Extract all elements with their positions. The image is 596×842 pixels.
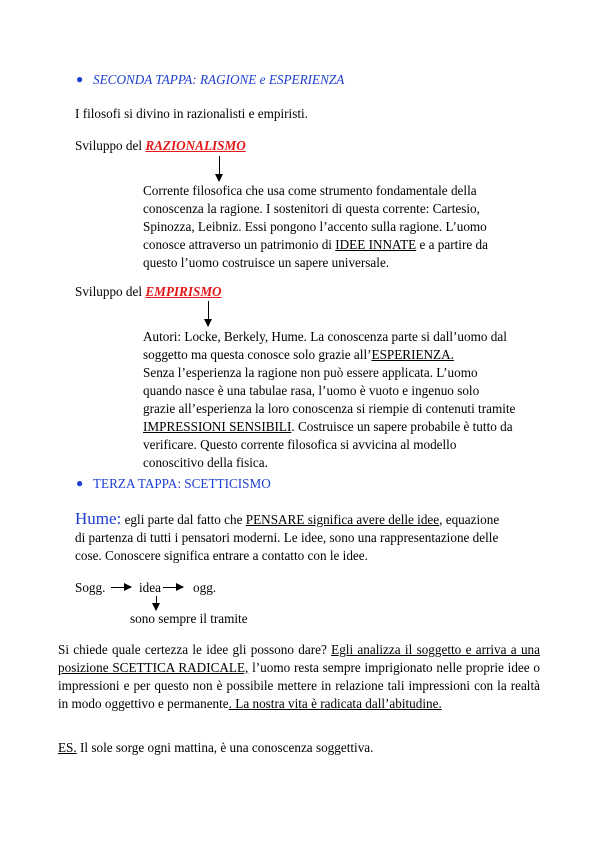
text-line bbox=[143, 236, 523, 254]
empiricism-description bbox=[143, 328, 543, 472]
right-arrow-icon bbox=[163, 587, 183, 588]
text-line: conoscitivo della fisica. bbox=[143, 455, 268, 470]
habit-phrase: . La nostra vita è radicata dall’abitudine. bbox=[228, 696, 442, 711]
text-span: egli parte dal fatto che bbox=[121, 512, 246, 527]
text-span: e a partire da bbox=[416, 237, 488, 252]
text-span: Si chiede quale certezza le idee gli possono dare? bbox=[58, 642, 332, 657]
diagram-subject: Sogg. bbox=[75, 580, 106, 595]
text-line: Corrente filosofica che usa come strumento fondamentale della bbox=[143, 183, 477, 198]
text-span: . Costruisce un sapere probabile è tutto da bbox=[291, 419, 513, 434]
empiricism-prefix: Sviluppo del bbox=[75, 284, 146, 299]
text-line: quando nasce è una tabulae rasa, l’uomo è vuoto e ingenuo solo bbox=[143, 383, 480, 398]
text-line: verificare. Questo corrente filosofica si avvicina al modello bbox=[143, 437, 457, 452]
text-line: conoscenza la ragione. I sostenitori di questa corrente: Cartesio, bbox=[143, 201, 480, 216]
down-arrow-icon bbox=[156, 596, 157, 610]
right-arrow-icon bbox=[111, 587, 131, 588]
text-line: Autori: Locke, Berkely, Hume. La conoscenza parte si dall’uomo dal bbox=[143, 329, 507, 344]
text-span: soggetto ma questa conosce solo grazie all’ bbox=[143, 347, 372, 362]
scepticism-paragraph bbox=[58, 641, 540, 713]
down-arrow-icon bbox=[219, 156, 220, 181]
empiricism-term: EMPIRISMO bbox=[145, 284, 222, 299]
hume-line-3: cose. Conoscere significa entrare a contatto con le idee. bbox=[75, 548, 368, 563]
text-line bbox=[143, 346, 543, 364]
sceptical-position-phrase: Egli analizza il soggetto e arriva a una posizione SCETTICA RADICALE, bbox=[58, 642, 540, 675]
hume-line-2: di partenza di tutti i pensatori moderni. Le idee, sono una rappresentazione delle bbox=[75, 530, 499, 545]
impressioni-sensibili-term: IMPRESSIONI SENSIBILI bbox=[143, 419, 292, 434]
example-label: ES. bbox=[58, 740, 77, 755]
hume-name: Hume: bbox=[75, 509, 122, 528]
text-span: conosce attraverso un patrimonio di bbox=[143, 237, 336, 252]
rationalism-description bbox=[143, 182, 523, 272]
section2-title: SECONDA TAPPA: RAGIONE e ESPERIENZA bbox=[93, 72, 345, 87]
text-line: Spinozza, Leibniz. Essi pongono l’accento sulla ragione. L’uomo bbox=[143, 219, 487, 234]
text-span: , equazione bbox=[439, 512, 500, 527]
diagram-note: sono sempre il tramite bbox=[130, 611, 248, 626]
idee-innate-term: IDEE INNATE bbox=[335, 237, 417, 252]
rationalism-prefix: Sviluppo del bbox=[75, 138, 146, 153]
diagram-idea: idea bbox=[139, 580, 161, 595]
empiricism-heading bbox=[75, 283, 222, 300]
text-span: Il sole sorge ogni mattina, è una conoscenza soggettiva. bbox=[76, 740, 374, 755]
diagram-object: ogg. bbox=[193, 580, 217, 595]
pensare-phrase: PENSARE significa avere delle idee bbox=[245, 512, 440, 527]
rationalism-heading bbox=[75, 137, 246, 154]
hume-line-1 bbox=[75, 510, 499, 528]
rationalism-term: RAZIONALISMO bbox=[145, 138, 246, 153]
text-span: l’uomo resta sempre imprigionato nelle proprie idee o impressioni e per questo non è possibile mettere in relazione tali impressioni con la realtà in modo oggettivo e permanente bbox=[58, 660, 540, 711]
esperienza-term: ESPERIENZA. bbox=[371, 347, 454, 362]
bullet-icon: ● bbox=[76, 476, 84, 490]
bullet-icon: ● bbox=[76, 72, 84, 86]
example-line bbox=[58, 739, 373, 756]
section2-intro: I filosofi si divino in razionalisti e empiristi. bbox=[75, 106, 308, 121]
text-line: Senza l’esperienza la ragione non può essere applicata. L’uomo bbox=[143, 365, 478, 380]
text-line: grazie all’esperienza la loro conoscenza si riempie di contenuti tramite bbox=[143, 401, 516, 416]
text-line bbox=[143, 418, 543, 436]
down-arrow-icon bbox=[208, 301, 209, 326]
section3-title: TERZA TAPPA: SCETTICISMO bbox=[93, 476, 271, 491]
text-line: questo l’uomo costruisce un sapere universale. bbox=[143, 255, 390, 270]
